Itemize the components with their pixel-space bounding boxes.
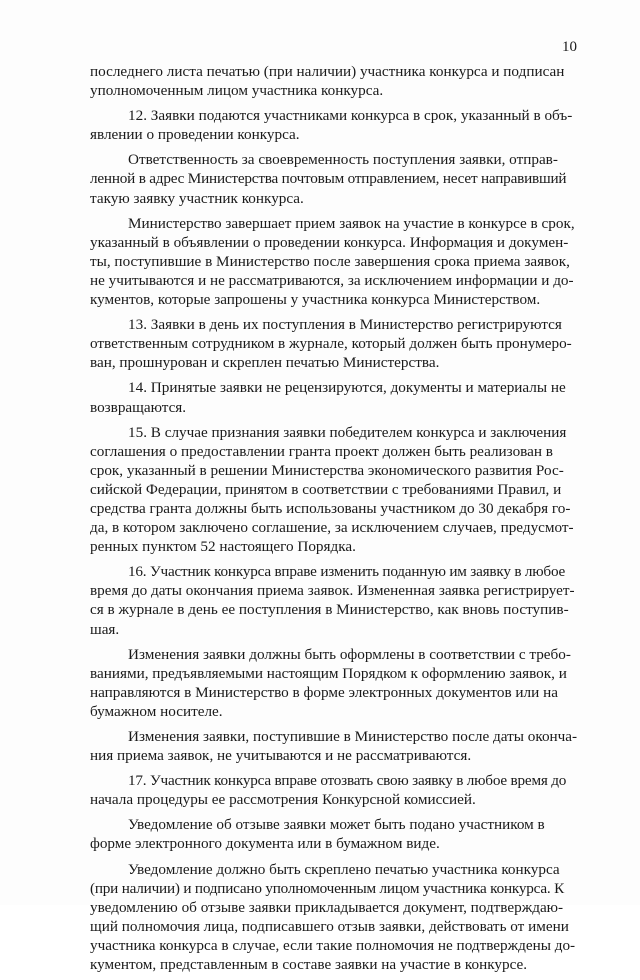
- text-line: Изменения заявки, поступившие в Министерство после даты оконча-: [128, 728, 578, 745]
- text-line: кументов, которые запрошены у участника конкурса Министерством.: [90, 291, 541, 309]
- text-line: Министерство завершает прием заявок на участие в конкурсе в срок,: [128, 214, 575, 232]
- text-line: форме электронного документа или в бумажном виде.: [90, 835, 440, 853]
- paragraph: [90, 150, 577, 207]
- text-line: 15. В случае признания заявки победителем конкурса и заключения: [128, 423, 567, 441]
- text-line: ния приема заявок, не учитываются и не рассматриваются.: [90, 747, 472, 765]
- text-line: Уведомление об отзыве заявки может быть подано участником в: [128, 816, 545, 834]
- text-line: щий полномочия лица, подписавшего отзыв заявки, действовать от имени: [90, 917, 569, 935]
- text-line: 13. Заявки в день их поступления в Министерство регистрируются: [128, 316, 562, 334]
- text-line: (при наличии) и подписано уполномоченным лицом участника конкурса. К: [90, 879, 565, 897]
- text-line: 12. Заявки подаются участниками конкурса в срок, указанный в объ-: [128, 107, 573, 125]
- text-line: последнего листа печатью (при наличии) участника конкурса и подписан: [90, 63, 565, 80]
- text-line: не учитываются и не рассматриваются, за исключением информации и до-: [90, 271, 574, 289]
- text-line: кументом, представленным в составе заявки на участие в конкурсе.: [90, 956, 528, 974]
- text-line: да, в котором заключено соглашение, за исключением случаев, предусмот-: [90, 519, 574, 537]
- text-line: уведомлению об отзыве заявки прикладывается документ, подтверждаю-: [90, 898, 564, 916]
- paragraph: [90, 645, 577, 721]
- body-text: [90, 62, 577, 980]
- page-number: 10: [562, 39, 577, 55]
- text-line: шая.: [90, 620, 120, 638]
- text-line: средства гранта должны быть использованы участником до 30 декабря го-: [90, 499, 571, 517]
- text-line: ленной в адрес Министерства почтовым отправлением, несет направивший: [90, 170, 567, 188]
- text-line: ренных пунктом 52 настоящего Порядка.: [90, 538, 356, 556]
- paragraph: [90, 378, 577, 416]
- text-line: 14. Принятые заявки не рецензируются, документы и материалы не: [128, 379, 566, 397]
- paragraph: [90, 423, 577, 557]
- text-line: время до даты окончания приема заявок. Измененная заявка регистрирует-: [90, 582, 575, 600]
- text-line: такую заявку участник конкурса.: [90, 189, 304, 207]
- text-line: Ответственность за своевременность поступления заявки, отправ-: [128, 151, 558, 169]
- text-line: указанный в объявлении о проведении конкурса. Информация и докумен-: [90, 233, 569, 251]
- text-line: участника конкурса в случае, если такие полномочия не подтверждены до-: [90, 936, 576, 954]
- text-line: соглашения о предоставлении гранта проект должен быть реализован в: [90, 442, 553, 460]
- paragraph: [90, 62, 577, 100]
- paragraph: [90, 562, 577, 638]
- paragraph: [90, 727, 577, 765]
- paragraph: [90, 860, 577, 975]
- text-line: 17. Участник конкурса вправе отозвать свою заявку в любое время до: [128, 772, 567, 790]
- text-line: ответственным сотрудником в журнале, который должен быть пронумеро-: [90, 335, 572, 353]
- text-line: ван, прошнурован и скреплен печатью Министерства.: [90, 354, 440, 372]
- text-line: Уведомление должно быть скреплено печатью участника конкурса: [128, 860, 560, 878]
- paragraph: [90, 815, 577, 853]
- text-line: уполномоченным лицом участника конкурса.: [90, 82, 384, 100]
- text-line: Изменения заявки должны быть оформлены в соответствии с требо-: [128, 645, 571, 663]
- text-line: 16. Участник конкурса вправе изменить поданную им заявку в любое: [128, 563, 566, 581]
- text-line: бумажном носителе.: [90, 702, 223, 720]
- text-line: явлении о проведении конкурса.: [90, 126, 300, 144]
- text-line: возвращаются.: [90, 398, 187, 416]
- text-line: срок, указанный в решении Министерства экономического развития Рос-: [90, 461, 564, 479]
- paragraph: [90, 315, 577, 372]
- text-line: ты, поступившие в Министерство после завершения срока приема заявок,: [90, 252, 570, 270]
- text-line: сийской Федерации, принятом в соответствии с требованиями Правил, и: [90, 480, 562, 498]
- text-line: ся в журнале в день ее поступления в Министерство, как вновь поступив-: [90, 601, 569, 619]
- paragraph: [90, 106, 577, 144]
- paragraph: [90, 771, 577, 809]
- text-line: направляются в Министерство в форме электронных документов или на: [90, 683, 558, 701]
- paragraph: [90, 214, 577, 309]
- text-line: начала процедуры ее рассмотрения Конкурсной комиссией.: [90, 791, 476, 809]
- text-line: ваниями, предъявляемыми настоящим Порядком к оформлению заявок, и: [90, 664, 567, 682]
